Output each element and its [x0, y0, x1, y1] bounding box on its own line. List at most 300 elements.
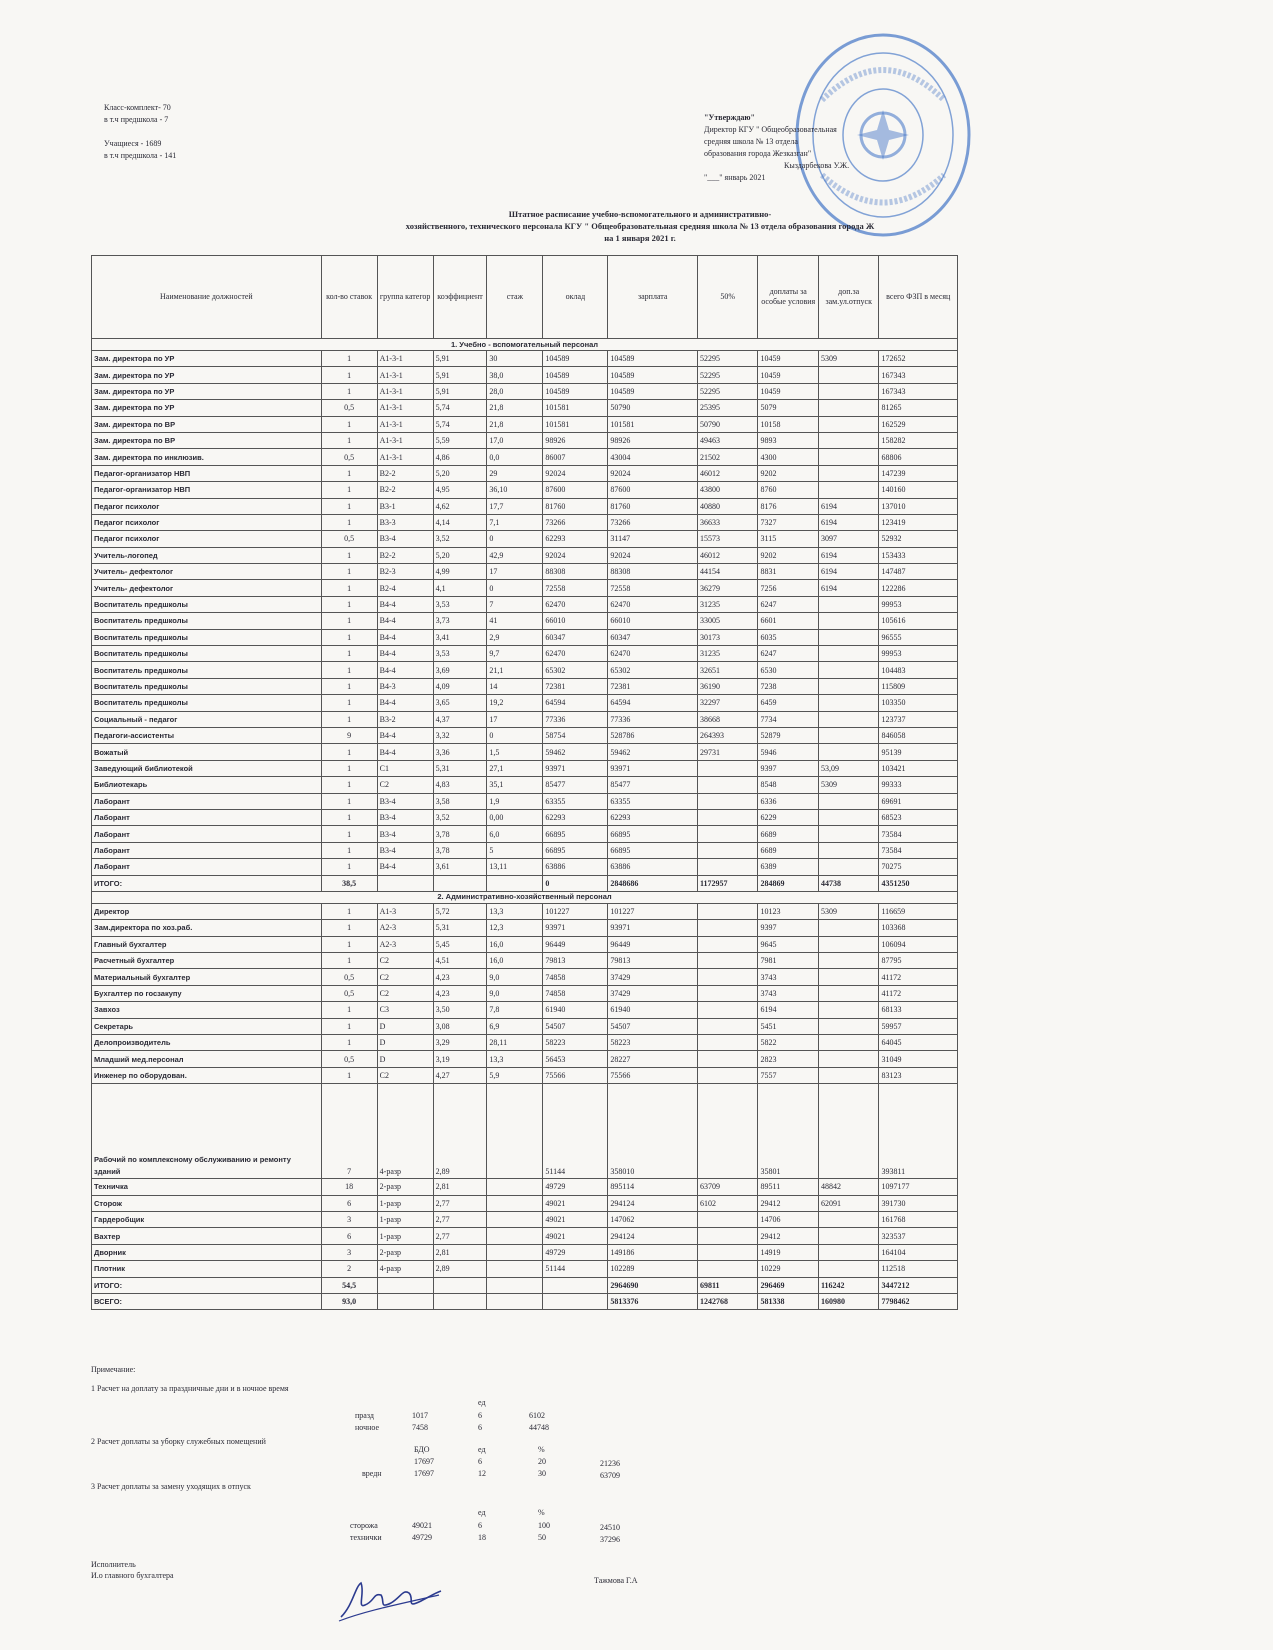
- table-cell: 13,3: [487, 903, 543, 919]
- table-cell: 62470: [543, 596, 608, 612]
- table-cell: 6229: [758, 809, 818, 825]
- table-cell: 7: [321, 1084, 377, 1179]
- table-cell: [433, 875, 487, 891]
- position-name: Воспитатель предшколы: [92, 596, 322, 612]
- table-cell: 98926: [543, 432, 608, 448]
- table-cell: [698, 809, 758, 825]
- table-cell: [698, 842, 758, 858]
- table-cell: [818, 613, 878, 629]
- table-cell: 85477: [608, 777, 698, 793]
- table-cell: 58754: [543, 727, 608, 743]
- calc-value: 50: [538, 1533, 546, 1542]
- staffing-table: [91, 255, 958, 1310]
- calc-value: 6: [478, 1423, 482, 1432]
- table-cell: 64045: [879, 1035, 958, 1051]
- table-row: [92, 547, 958, 563]
- table-row: [92, 449, 958, 465]
- table-cell: 2,81: [433, 1179, 487, 1195]
- table-cell: 66895: [543, 826, 608, 842]
- position-name: Лаборант: [92, 826, 322, 842]
- table-cell: 1: [321, 351, 377, 367]
- table-cell: A1-3-1: [377, 449, 433, 465]
- table-cell: 3,29: [433, 1035, 487, 1051]
- table-cell: B4-4: [377, 727, 433, 743]
- position-name: Зам.директора по хоз.раб.: [92, 920, 322, 936]
- table-cell: 61940: [543, 1002, 608, 1018]
- table-cell: 13,3: [487, 1051, 543, 1067]
- table-cell: 101581: [543, 400, 608, 416]
- table-cell: 63355: [543, 793, 608, 809]
- table-cell: 16,0: [487, 936, 543, 952]
- table-row: [92, 953, 958, 969]
- table-cell: 28,11: [487, 1035, 543, 1051]
- table-cell: 2964690: [608, 1277, 698, 1293]
- table-cell: 75566: [543, 1067, 608, 1083]
- table-cell: 4,23: [433, 969, 487, 985]
- notes-heading: Примечание:: [91, 1365, 136, 1374]
- table-cell: 9893: [758, 432, 818, 448]
- table-cell: 0: [543, 875, 608, 891]
- table-cell: 4,23: [433, 985, 487, 1001]
- position-name: Воспитатель предшколы: [92, 678, 322, 694]
- table-cell: 10459: [758, 383, 818, 399]
- table-cell: 149186: [608, 1244, 698, 1260]
- table-cell: 59462: [608, 744, 698, 760]
- table-cell: 5,91: [433, 367, 487, 383]
- table-cell: 7238: [758, 678, 818, 694]
- table-cell: 21,8: [487, 400, 543, 416]
- table-cell: 4,99: [433, 564, 487, 580]
- table-cell: B3-4: [377, 531, 433, 547]
- table-cell: [818, 1051, 878, 1067]
- table-cell: 93971: [608, 760, 698, 776]
- table-cell: 1-разр: [377, 1195, 433, 1211]
- table-cell: 167343: [879, 383, 958, 399]
- table-cell: 81760: [608, 498, 698, 514]
- position-name: Инженер по оборудован.: [92, 1067, 322, 1083]
- table-cell: 16,0: [487, 953, 543, 969]
- table-cell: 41: [487, 613, 543, 629]
- table-cell: 62470: [608, 646, 698, 662]
- table-cell: 9202: [758, 465, 818, 481]
- table-cell: 6194: [818, 547, 878, 563]
- table-cell: 52295: [698, 383, 758, 399]
- table-cell: C2: [377, 953, 433, 969]
- position-name: Педагог психолог: [92, 531, 322, 547]
- table-cell: [818, 482, 878, 498]
- table-cell: A1-3-1: [377, 432, 433, 448]
- table-row: [92, 1179, 958, 1195]
- column-header: стаж: [487, 256, 543, 339]
- table-cell: 104589: [543, 351, 608, 367]
- table-row: [92, 695, 958, 711]
- table-cell: 1: [321, 465, 377, 481]
- table-cell: 66895: [608, 842, 698, 858]
- calc-value: 12: [478, 1469, 486, 1478]
- table-row: [92, 1018, 958, 1034]
- table-row: [92, 744, 958, 760]
- position-name: Зам. директора по ВР: [92, 432, 322, 448]
- position-name: Сторож: [92, 1195, 322, 1211]
- table-cell: 19,2: [487, 695, 543, 711]
- table-cell: [818, 1228, 878, 1244]
- table-cell: 3743: [758, 969, 818, 985]
- position-name: Бухгалтер по госзакупу: [92, 985, 322, 1001]
- table-cell: 64594: [543, 695, 608, 711]
- table-cell: 5,20: [433, 547, 487, 563]
- table-cell: 1: [321, 760, 377, 776]
- table-cell: 10123: [758, 903, 818, 919]
- table-cell: 6: [321, 1195, 377, 1211]
- position-name: Социальный - педагог: [92, 711, 322, 727]
- table-cell: 4,51: [433, 953, 487, 969]
- table-cell: 27,1: [487, 760, 543, 776]
- table-cell: 162529: [879, 416, 958, 432]
- table-row: [92, 1002, 958, 1018]
- table-cell: 7,1: [487, 514, 543, 530]
- table-cell: 1: [321, 903, 377, 919]
- table-cell: 101227: [608, 903, 698, 919]
- table-cell: [818, 744, 878, 760]
- table-cell: 3,78: [433, 842, 487, 858]
- table-cell: 6035: [758, 629, 818, 645]
- position-name: Педагог-организатор НВП: [92, 482, 322, 498]
- table-cell: 62470: [608, 596, 698, 612]
- table-cell: [377, 1277, 433, 1293]
- table-cell: 4,27: [433, 1067, 487, 1083]
- table-cell: 21,1: [487, 662, 543, 678]
- table-row: [92, 1051, 958, 1067]
- table-cell: 1: [321, 953, 377, 969]
- table-cell: 92024: [608, 547, 698, 563]
- position-name: Педагоги-ассистенты: [92, 727, 322, 743]
- table-cell: 35,1: [487, 777, 543, 793]
- table-cell: 17: [487, 711, 543, 727]
- position-name: Вахтер: [92, 1228, 322, 1244]
- position-name: Завхоз: [92, 1002, 322, 1018]
- table-cell: 93971: [543, 920, 608, 936]
- table-cell: 6: [321, 1228, 377, 1244]
- table-cell: 103421: [879, 760, 958, 776]
- approval-line: средняя школа № 13 отдела: [704, 137, 798, 146]
- preschool-class-count: в т.ч предшкола - 7: [104, 115, 169, 124]
- table-cell: 112518: [879, 1261, 958, 1277]
- table-cell: 104589: [608, 367, 698, 383]
- table-cell: 86007: [543, 449, 608, 465]
- table-cell: 51144: [543, 1084, 608, 1179]
- table-cell: 0: [487, 531, 543, 547]
- table-cell: 66895: [543, 842, 608, 858]
- table-cell: B4-4: [377, 695, 433, 711]
- table-cell: [818, 1244, 878, 1260]
- table-row: [92, 1277, 958, 1293]
- table-cell: 72558: [608, 580, 698, 596]
- table-cell: 6689: [758, 842, 818, 858]
- table-cell: 38,0: [487, 367, 543, 383]
- table-cell: 81760: [543, 498, 608, 514]
- table-cell: [818, 695, 878, 711]
- table-cell: 3: [321, 1244, 377, 1260]
- position-name: Младший мед.персонал: [92, 1051, 322, 1067]
- table-cell: [487, 1261, 543, 1277]
- table-cell: 2,81: [433, 1244, 487, 1260]
- table-cell: 1: [321, 826, 377, 842]
- table-cell: 36279: [698, 580, 758, 596]
- table-cell: [818, 432, 878, 448]
- table-cell: 99333: [879, 777, 958, 793]
- table-cell: 43800: [698, 482, 758, 498]
- table-cell: 60347: [608, 629, 698, 645]
- calc-value: 20: [538, 1457, 546, 1466]
- position-name: Техничка: [92, 1179, 322, 1195]
- table-cell: 69691: [879, 793, 958, 809]
- table-cell: 147487: [879, 564, 958, 580]
- table-cell: B3-2: [377, 711, 433, 727]
- table-cell: 1: [321, 514, 377, 530]
- table-cell: 13,11: [487, 859, 543, 875]
- table-cell: 1: [321, 629, 377, 645]
- table-cell: 49021: [543, 1211, 608, 1227]
- table-cell: [487, 1277, 543, 1293]
- table-cell: 153433: [879, 547, 958, 563]
- table-cell: 31235: [698, 646, 758, 662]
- position-name: Лаборант: [92, 809, 322, 825]
- title-line: хозяйственного, технического персонала КГУ " Общеобразовательная средняя школа № 13 отдела образования города Ж: [405, 221, 875, 231]
- table-cell: 49729: [543, 1244, 608, 1260]
- table-cell: 161768: [879, 1211, 958, 1227]
- table-cell: [818, 1018, 878, 1034]
- position-name: Воспитатель предшколы: [92, 613, 322, 629]
- position-name: Дворник: [92, 1244, 322, 1260]
- table-cell: 0,5: [321, 449, 377, 465]
- table-cell: 3743: [758, 985, 818, 1001]
- table-cell: 63709: [698, 1179, 758, 1195]
- table-cell: B4-4: [377, 662, 433, 678]
- table-cell: 99953: [879, 646, 958, 662]
- table-cell: 846058: [879, 727, 958, 743]
- calc-value: 30: [538, 1469, 546, 1478]
- table-cell: 1: [321, 1002, 377, 1018]
- position-name: Воспитатель предшколы: [92, 662, 322, 678]
- table-cell: 49021: [543, 1195, 608, 1211]
- table-cell: 105616: [879, 613, 958, 629]
- calc-value: 6: [478, 1521, 482, 1530]
- table-cell: 74858: [543, 969, 608, 985]
- table-cell: 41172: [879, 985, 958, 1001]
- table-cell: [543, 1277, 608, 1293]
- table-cell: 66010: [608, 613, 698, 629]
- table-row: [92, 985, 958, 1001]
- table-cell: A2-3: [377, 936, 433, 952]
- table-cell: [818, 678, 878, 694]
- table-cell: 1: [321, 432, 377, 448]
- table-cell: 172652: [879, 351, 958, 367]
- table-cell: 101581: [608, 416, 698, 432]
- position-name: ИТОГО:: [92, 875, 322, 891]
- calc-label: сторожа: [350, 1521, 378, 1530]
- table-cell: 6194: [818, 498, 878, 514]
- table-cell: 104589: [608, 351, 698, 367]
- table-cell: 49463: [698, 432, 758, 448]
- table-cell: 54507: [543, 1018, 608, 1034]
- table-cell: 87600: [543, 482, 608, 498]
- table-row: [92, 1228, 958, 1244]
- table-cell: 391730: [879, 1195, 958, 1211]
- table-cell: 29: [487, 465, 543, 481]
- table-cell: 93971: [608, 920, 698, 936]
- table-row: [92, 1211, 958, 1227]
- table-cell: 1: [321, 744, 377, 760]
- table-cell: 1: [321, 564, 377, 580]
- calc-value: 49729: [412, 1533, 432, 1542]
- table-cell: C2: [377, 969, 433, 985]
- table-cell: 3,53: [433, 596, 487, 612]
- table-cell: 31049: [879, 1051, 958, 1067]
- calc-value: 6102: [529, 1411, 545, 1420]
- table-cell: 92024: [543, 465, 608, 481]
- table-cell: 4,83: [433, 777, 487, 793]
- table-cell: 7256: [758, 580, 818, 596]
- table-cell: 9202: [758, 547, 818, 563]
- position-name: Педагог психолог: [92, 514, 322, 530]
- table-cell: 296469: [758, 1277, 818, 1293]
- position-name: Педагог-организатор НВП: [92, 465, 322, 481]
- table-cell: 5,31: [433, 920, 487, 936]
- table-cell: 42,9: [487, 547, 543, 563]
- table-cell: 3,78: [433, 826, 487, 842]
- table-cell: 0,5: [321, 531, 377, 547]
- calc-value: 44748: [529, 1423, 549, 1432]
- table-cell: 36633: [698, 514, 758, 530]
- table-cell: 4351250: [879, 875, 958, 891]
- table-row: [92, 678, 958, 694]
- table-cell: 1172957: [698, 875, 758, 891]
- table-cell: 3,73: [433, 613, 487, 629]
- table-cell: 4-разр: [377, 1084, 433, 1179]
- table-row: [92, 465, 958, 481]
- table-cell: A1-3-1: [377, 351, 433, 367]
- table-cell: 7798462: [879, 1293, 958, 1309]
- table-cell: 32297: [698, 695, 758, 711]
- table-cell: 25395: [698, 400, 758, 416]
- table-cell: 3,52: [433, 809, 487, 825]
- table-cell: B2-2: [377, 482, 433, 498]
- table-cell: [698, 1084, 758, 1179]
- table-cell: 5,91: [433, 383, 487, 399]
- table-cell: C1: [377, 760, 433, 776]
- calc-value: 17697: [414, 1457, 434, 1466]
- table-cell: 5309: [818, 351, 878, 367]
- table-cell: 1: [321, 367, 377, 383]
- table-cell: 2: [321, 1261, 377, 1277]
- table-cell: A1-3-1: [377, 383, 433, 399]
- table-cell: B4-4: [377, 613, 433, 629]
- table-cell: 73584: [879, 842, 958, 858]
- table-cell: 1: [321, 1018, 377, 1034]
- table-cell: 104589: [543, 383, 608, 399]
- table-cell: 1: [321, 920, 377, 936]
- column-header: зарплата: [608, 256, 698, 339]
- table-cell: 101581: [543, 416, 608, 432]
- table-row: [92, 367, 958, 383]
- table-cell: 5,45: [433, 936, 487, 952]
- table-cell: [698, 777, 758, 793]
- approval-line: Директор КГУ " Общеобразовательная: [704, 125, 837, 134]
- approval-signatory: Кыздарбекова У.Ж.: [784, 161, 850, 170]
- signature-icon: [335, 1575, 445, 1625]
- position-name: Секретарь: [92, 1018, 322, 1034]
- table-row: [92, 760, 958, 776]
- executor-name: Тажмова Г.А: [594, 1576, 638, 1585]
- table-cell: 140160: [879, 482, 958, 498]
- table-cell: [818, 809, 878, 825]
- table-cell: 46012: [698, 465, 758, 481]
- table-cell: 44738: [818, 875, 878, 891]
- table-cell: A1-3: [377, 903, 433, 919]
- table-cell: 0,00: [487, 809, 543, 825]
- table-cell: 0: [487, 580, 543, 596]
- table-cell: 5309: [818, 903, 878, 919]
- column-header: кол-во ставок: [321, 256, 377, 339]
- table-cell: 1: [321, 416, 377, 432]
- table-cell: 96555: [879, 629, 958, 645]
- calc-value: 1017: [412, 1411, 428, 1420]
- table-cell: [818, 1261, 878, 1277]
- position-name: ИТОГО:: [92, 1277, 322, 1293]
- calc-label: ночное: [355, 1423, 380, 1432]
- table-cell: 7,8: [487, 1002, 543, 1018]
- position-name: Расчетный бухгалтер: [92, 953, 322, 969]
- table-cell: 52295: [698, 351, 758, 367]
- table-row: [92, 531, 958, 547]
- table-cell: 58223: [608, 1035, 698, 1051]
- table-cell: 294124: [608, 1195, 698, 1211]
- table-cell: 5,31: [433, 760, 487, 776]
- table-row: [92, 711, 958, 727]
- table-cell: C2: [377, 777, 433, 793]
- table-cell: [818, 936, 878, 952]
- position-name: Материальный бухгалтер: [92, 969, 322, 985]
- table-cell: 36190: [698, 678, 758, 694]
- calc-value: 100: [538, 1521, 550, 1530]
- calc-value: 49021: [412, 1521, 432, 1530]
- table-cell: 1,9: [487, 793, 543, 809]
- table-cell: [818, 449, 878, 465]
- table-cell: 75566: [608, 1067, 698, 1083]
- table-cell: 17: [487, 564, 543, 580]
- table-cell: 895114: [608, 1179, 698, 1195]
- table-cell: 9,7: [487, 646, 543, 662]
- table-cell: 41172: [879, 969, 958, 985]
- vacation-calc: [300, 1508, 680, 1558]
- approval-title: "Утверждаю": [704, 113, 755, 122]
- table-cell: [698, 903, 758, 919]
- table-cell: 50790: [698, 416, 758, 432]
- table-row: [92, 564, 958, 580]
- table-cell: 79813: [608, 953, 698, 969]
- table-cell: 89511: [758, 1179, 818, 1195]
- table-row: [92, 646, 958, 662]
- table-cell: 17,7: [487, 498, 543, 514]
- table-cell: 2848686: [608, 875, 698, 891]
- calc-label: вредн: [362, 1469, 382, 1478]
- table-cell: 3,08: [433, 1018, 487, 1034]
- table-cell: [433, 1277, 487, 1293]
- table-cell: [818, 953, 878, 969]
- table-cell: 6102: [698, 1195, 758, 1211]
- table-cell: 1: [321, 859, 377, 875]
- table-cell: 5,91: [433, 351, 487, 367]
